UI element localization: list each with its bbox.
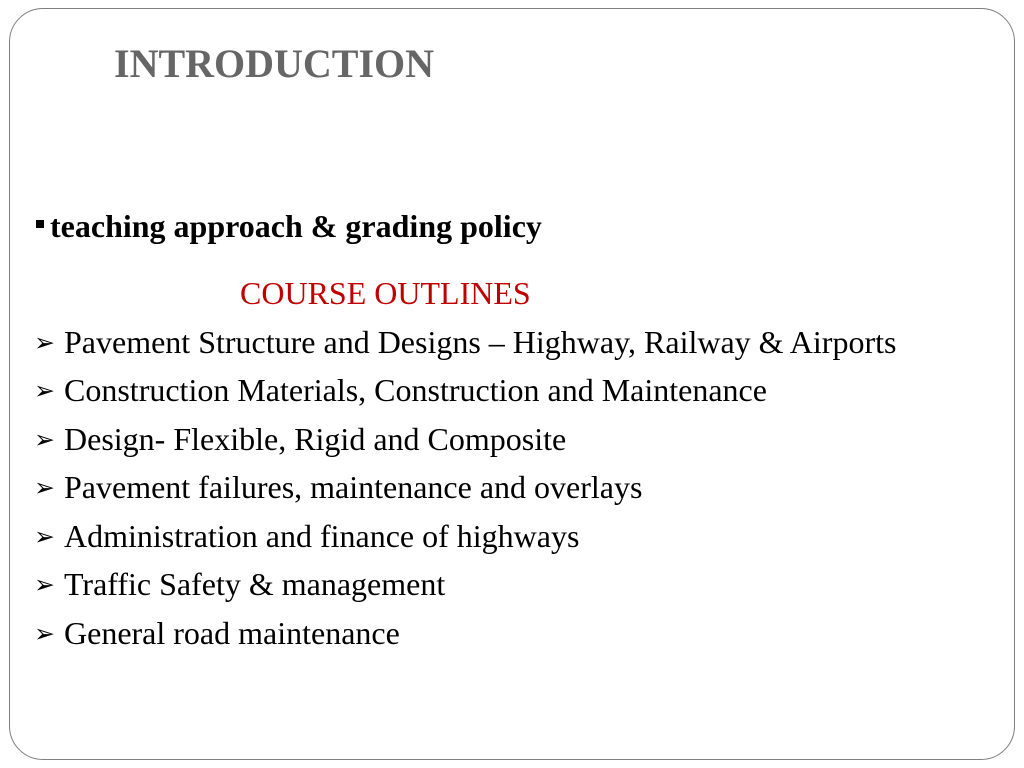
outline-item-text: Traffic Safety & management (64, 566, 446, 602)
outline-item-text: Pavement Structure and Designs – Highway, Railway & Airports (64, 324, 897, 360)
course-outline-list (34, 319, 960, 658)
arrow-bullet-icon: ➢ (34, 572, 55, 599)
outline-item (34, 416, 960, 465)
square-bullet-icon (36, 220, 44, 228)
outline-item-text: Administration and finance of highways (64, 517, 580, 554)
arrow-bullet-icon: ➢ (34, 620, 55, 648)
outline-item (34, 610, 960, 659)
subheading (36, 206, 542, 246)
outline-item-text: Pavement failures, maintenance and overlays (64, 469, 643, 505)
slide-title: INTRODUCTION (114, 41, 435, 86)
arrow-bullet-icon: ➢ (34, 330, 55, 357)
outline-item-text: Design- Flexible, Rigid and Composite (64, 420, 567, 457)
arrow-bullet-icon: ➢ (34, 426, 55, 454)
outline-item-text: Construction Materials, Construction and Maintenance (64, 372, 767, 408)
outline-item (34, 561, 960, 610)
arrow-bullet-icon: ➢ (34, 523, 55, 551)
outline-item (34, 319, 960, 367)
outline-item (34, 367, 960, 416)
outline-item (34, 464, 960, 513)
outline-item (34, 513, 960, 562)
subheading-text: teaching approach & grading policy (50, 208, 542, 244)
arrow-bullet-icon: ➢ (34, 475, 55, 502)
outline-item-text: General road maintenance (64, 614, 400, 651)
course-outlines-heading: COURSE OUTLINES (240, 275, 531, 311)
arrow-bullet-icon: ➢ (34, 378, 55, 405)
